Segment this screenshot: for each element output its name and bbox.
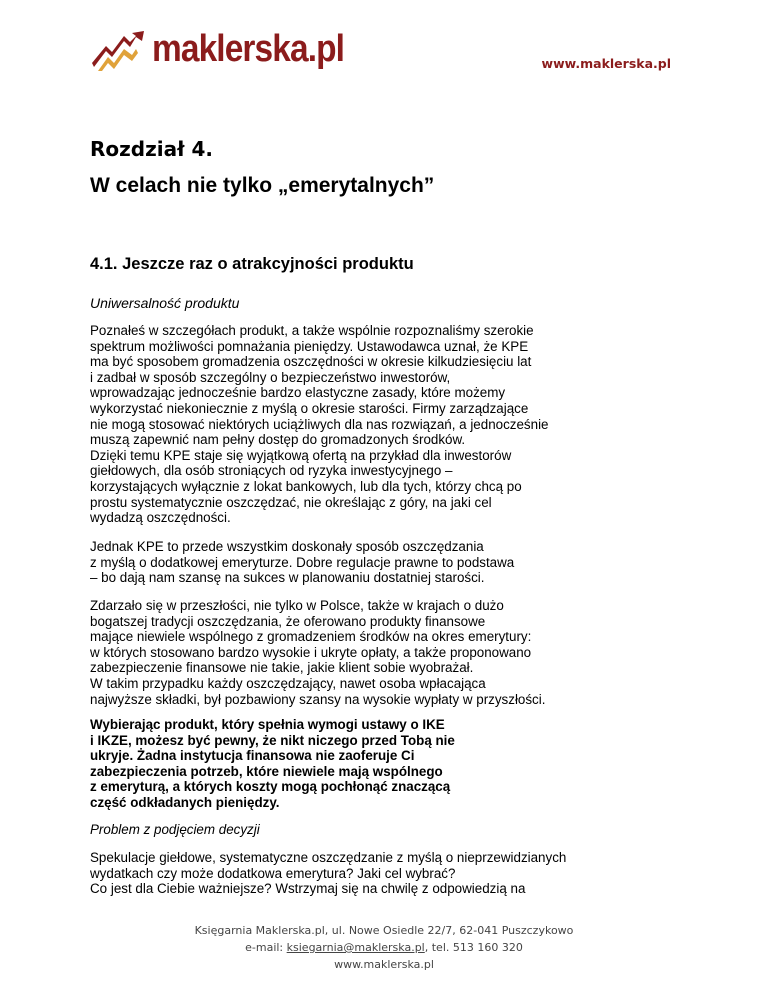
footer-site-url[interactable]: www.maklerska.pl: [334, 958, 434, 971]
text-line: wydatkach czy może dodatkowa emerytura? Jaki cel wybrać?: [90, 865, 456, 881]
logo-text: maklerska.pl: [152, 28, 345, 70]
text-line: prostu systematycznie oszczędzać, nie określając z góry, na jaki cel: [90, 494, 492, 510]
text-line: nie mogą stosować niektórych uciążliwych dla nas rozwiązań, a jednocześnie: [90, 416, 549, 432]
paragraph-1: [90, 323, 650, 526]
text-line: Wybierając produkt, który spełnia wymogi ustawy o IKE: [90, 717, 445, 732]
text-line: – bo dają nam szansę na sukces w planowaniu dostatniej starości.: [90, 570, 485, 586]
logo[interactable]: [92, 24, 370, 74]
chapter-heading: Rozdział 4.: [90, 137, 213, 161]
text-line: Dzięki temu KPE staje się wyjątkową ofertą na przykład dla inwestorów: [90, 447, 512, 463]
text-line: zabezpieczenie finansowe nie takie, jakie klient sobie wyobrażał.: [90, 660, 474, 676]
text-line: korzystających wyłącznie z lokat bankowych, lub dla tych, którzy chcą po: [90, 478, 522, 494]
text-line: zabezpieczenia potrzeb, które niewiele mają wspólnego: [90, 763, 443, 779]
section-heading: 4.1. Jeszcze raz o atrakcyjności produktu: [90, 255, 414, 273]
text-line: spektrum możliwości pomnażania pieniędzy. Ustawodawca uznał, że KPE: [90, 338, 529, 354]
text-line: Zdarzało się w przeszłości, nie tylko w Polsce, także w krajach o dużo: [90, 598, 504, 613]
text-line: najwyższe składki, był pozbawiony szansy na wysokie wypłaty w przyszłości.: [90, 691, 546, 707]
text-line: Poznałeś w szczegółach produkt, a także wspólnie rozpoznaliśmy szerokie: [90, 323, 534, 338]
text-line: Co jest dla Ciebie ważniejsze? Wstrzymaj się na chwilę z odpowiedzią na: [90, 881, 526, 897]
paragraph-3: [90, 598, 650, 707]
text-line: Spekulacje giełdowe, systematyczne oszczędzanie z myślą o nieprzewidzianych: [90, 850, 567, 865]
paragraph-2: [90, 539, 650, 586]
text-line: w których stosowano bardzo wysokie i ukryte opłaty, a także proponowano: [90, 644, 532, 660]
chapter-title: W celach nie tylko „emerytalnych”: [90, 174, 435, 197]
text-line: i zadbał w sposób szczególny o bezpieczeństwo inwestorów,: [90, 369, 451, 385]
text-line: wprowadzając jednocześnie bardzo elastyczne zasady, które możemy: [90, 385, 506, 401]
rising-chart-arrow-icon: [92, 27, 150, 71]
paragraph-4-bold: [90, 717, 650, 811]
footer-email-link[interactable]: ksiegarnia@maklerska.pl: [286, 941, 425, 954]
text-line: bogatszej tradycji oszczędzania, że oferowano produkty finansowe: [90, 613, 486, 629]
text-line: wydadzą oszczędności.: [90, 510, 231, 526]
text-line: ma być sposobem gromadzenia oszczędności w okresie kilkudziesięciu lat: [90, 354, 532, 370]
paragraph-5: [90, 850, 650, 897]
text-line: Jednak KPE to przede wszystkim doskonały sposób oszczędzania: [90, 539, 484, 554]
text-line: giełdowych, dla osób stroniących od ryzyka inwestycyjnego –: [90, 463, 453, 479]
text-line: muszą zapewnić nam pełny dostęp do gromadzonych środków.: [90, 432, 466, 448]
header-site-url[interactable]: www.maklerska.pl: [541, 56, 671, 71]
page-footer: [0, 922, 768, 973]
text-line: z emeryturą, a których koszty mogą pochłonąć znaczącą: [90, 779, 451, 795]
footer-phone: , tel. 513 160 320: [424, 941, 523, 954]
footer-address: Księgarnia Maklerska.pl, ul. Nowe Osiedle 22/7, 62-041 Puszczykowo: [194, 924, 574, 937]
subheading-problem: Problem z podjęciem decyzji: [90, 822, 260, 837]
footer-email-prefix: e-mail:: [245, 941, 287, 954]
text-line: z myślą o dodatkowej emeryturze. Dobre regulacje prawne to podstawa: [90, 554, 515, 570]
text-line: mające niewiele wspólnego z gromadzeniem środków na okres emerytury:: [90, 629, 532, 645]
text-line: W takim przypadku każdy oszczędzający, nawet osoba wpłacająca: [90, 675, 486, 691]
text-line: i IKZE, możesz być pewny, że nikt niczego przed Tobą nie: [90, 732, 455, 748]
text-line: ukryje. Żadna instytucja finansowa nie zaoferuje Ci: [90, 748, 415, 764]
subheading-uniwersalnosc: Uniwersalność produktu: [90, 295, 240, 311]
text-line: część odkładanych pieniędzy.: [90, 794, 280, 810]
footer-contact: [0, 939, 768, 956]
text-line: wykorzystać niekoniecznie z myślą o okresie starości. Firmy zarządzające: [90, 400, 529, 416]
